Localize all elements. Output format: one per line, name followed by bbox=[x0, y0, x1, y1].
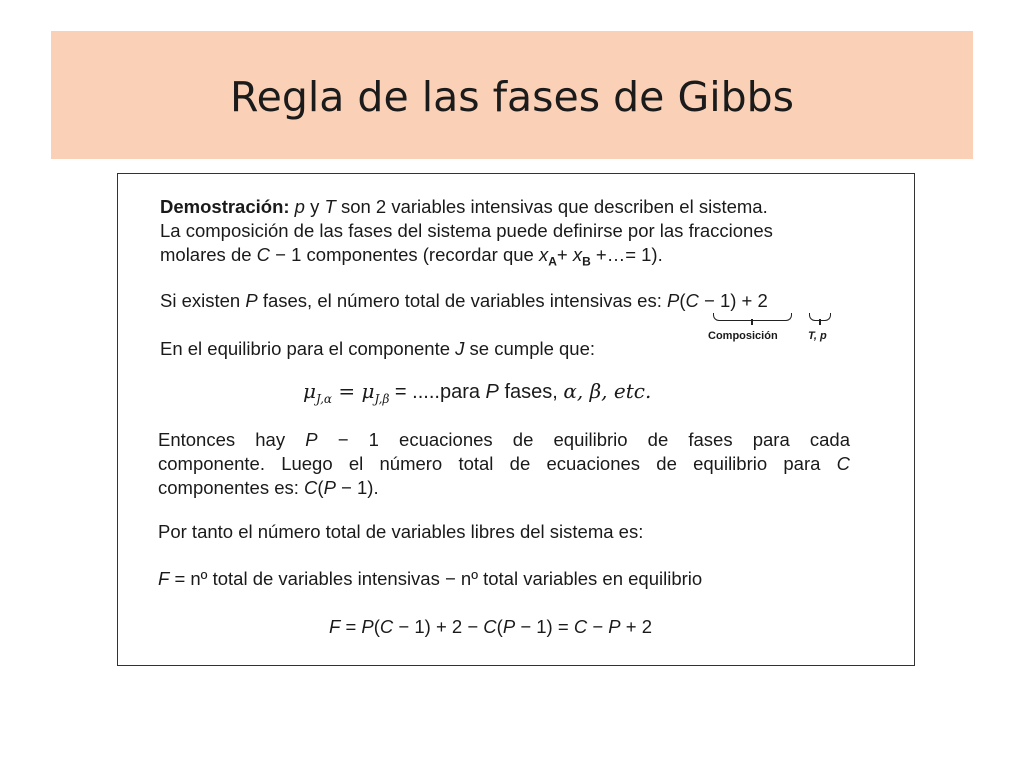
tp-brace-tip bbox=[819, 319, 821, 325]
entonces-line-2: componente. Luego el número total de ecuaciones de equilibrio para C bbox=[158, 453, 850, 474]
demo-label: Demostración: bbox=[160, 196, 290, 217]
final-equation: F = P(C − 1) + 2 − C(P − 1) = C − P + 2 bbox=[329, 616, 652, 637]
demo-line-1 bbox=[160, 196, 768, 218]
portanto-line: Por tanto el número total de variables libres del sistema es: bbox=[158, 521, 644, 542]
slide-title: Regla de las fases de Gibbs bbox=[229, 73, 795, 121]
exist-line: Si existen P fases, el número total de variables intensivas es: P(C − 1) + 2 bbox=[160, 290, 768, 311]
composition-brace-tip bbox=[751, 319, 753, 325]
tp-label: T, p bbox=[808, 330, 827, 342]
demo-line-3: molares de C − 1 componentes (recordar que $x_A+ x_B$ +…= 1). bbox=[160, 244, 663, 269]
equil-line: En el equilibrio para el componente J se cumple que: bbox=[160, 338, 596, 359]
demo-line-1-text: p y T son 2 variables intensivas que describen el sistema. bbox=[294, 196, 768, 217]
f-definition: F = nº total de variables intensivas − nº total variables en equilibrio bbox=[158, 568, 703, 589]
chemical-potential-equation: $\mu_{J,\alpha} = \mu_{J,\beta}$ = .....para P fases, α, β, etc. bbox=[303, 379, 652, 406]
entonces-line-3: componentes es: C(P − 1). bbox=[158, 477, 379, 498]
composition-label: Composición bbox=[708, 330, 778, 342]
entonces-line-1: Entonces hay P − 1 ecuaciones de equilibrio de fases para cada bbox=[158, 429, 850, 450]
composition-brace bbox=[713, 313, 792, 321]
demo-line-2: La composición de las fases del sistema puede definirse por las fracciones bbox=[160, 220, 773, 241]
